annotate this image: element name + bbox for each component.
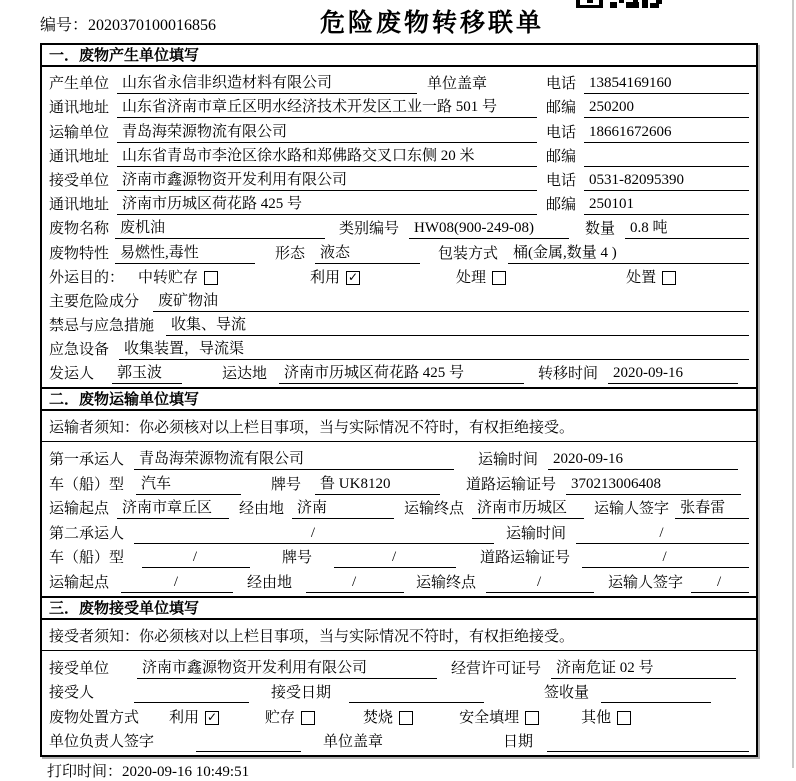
field-label: 发运人 (49, 366, 95, 383)
field-value: / (134, 525, 494, 544)
field-value: / (582, 549, 749, 568)
checkbox-checked: ✓ (348, 269, 359, 284)
transporter-notice: 运输者须知：你必须核对以上栏目事项，当与实际情况不符时，有权拒绝接受。 (42, 411, 756, 442)
field-value: / (306, 574, 404, 593)
checkbox-label: 处置 (626, 269, 657, 286)
field-label: 类别编号 (339, 221, 400, 238)
row-waste-character (49, 239, 749, 263)
field-value: 济南 (292, 496, 394, 519)
field-label: 单位盖章 (427, 76, 488, 93)
field-value: 13854169160 (584, 75, 749, 94)
field-value: 山东省济南市章丘区明水经济技术开发区工业一路 501 号 (117, 95, 537, 118)
field-label: 运输时间 (478, 452, 539, 469)
field-label: 电话 (545, 172, 576, 189)
field-value: 370213006408 (566, 476, 741, 495)
row-consignor (49, 360, 749, 384)
row-emergency-measures (49, 312, 749, 336)
field-label: 电话 (545, 76, 576, 93)
row-receiver-unit (49, 167, 749, 191)
row-route-1 (49, 495, 749, 520)
field-label: 经营许可证号 (451, 660, 542, 677)
section-receiver (42, 596, 756, 755)
field-label: 车（船）型 (49, 550, 125, 567)
field-value: 桶(金属,数量 4 ) (508, 241, 749, 264)
document-header (0, 0, 796, 43)
checkbox-label: 安全填埋 (459, 709, 520, 726)
field-label: 第一承运人 (49, 452, 125, 469)
field-value (349, 685, 484, 703)
page-title: 危险废物转移联单 (319, 10, 545, 37)
field-value: 郭玉波 (112, 361, 182, 384)
field-label: 运达地 (222, 366, 268, 383)
field-label: 转移时间 (538, 366, 599, 383)
field-value: 济南市历城区荷花路 425 号 (117, 192, 537, 215)
field-value (134, 685, 249, 703)
field-value: 液态 (315, 241, 420, 264)
section-transporter (42, 387, 756, 596)
field-value: HW08(900-249-08) (409, 220, 569, 239)
field-label: 运输终点 (404, 501, 465, 518)
row-route-2 (49, 568, 749, 593)
field-label: 数量 (585, 221, 616, 238)
field-label: 禁忌与应急措施 (49, 318, 155, 335)
manifest-form (40, 43, 758, 757)
field-value (584, 149, 749, 167)
field-value (601, 685, 711, 703)
field-label: 形态 (275, 245, 306, 262)
field-label: 车（船）型 (49, 476, 125, 493)
field-value: 青岛海荣源物流有限公司 (117, 120, 537, 143)
field-label: 通讯地址 (49, 148, 110, 165)
field-value: 山东省永信非织造材料有限公司 (117, 71, 417, 94)
field-label: 运输人签字 (594, 501, 670, 518)
field-label: 运输起点 (49, 501, 110, 518)
field-value: / (142, 549, 250, 568)
field-value: 250200 (584, 99, 749, 118)
print-time-value: 2020-09-16 10:49:51 (122, 764, 250, 781)
row-transfer-purpose (49, 264, 749, 288)
field-label: 运输单位 (49, 124, 110, 141)
serial-label: 编号： (40, 17, 89, 34)
checkbox-unchecked (525, 711, 539, 725)
receiver-notice: 接受者须知：你必须核对以上栏目事项，当与实际情况不符时，有权拒绝接受。 (42, 620, 756, 651)
checkbox-unchecked (399, 711, 413, 725)
field-value: 济南危证 02 号 (551, 656, 736, 679)
field-value: / (691, 574, 749, 593)
serial-number-line (40, 12, 216, 35)
field-label: 通讯地址 (49, 197, 110, 214)
field-value: 青岛海荣源物流有限公司 (134, 447, 454, 470)
field-label: 单位负责人签字 (49, 734, 155, 751)
field-label: 第二承运人 (49, 525, 125, 542)
field-label: 运输起点 (49, 575, 110, 591)
field-label: 废物名称 (49, 221, 110, 238)
field-label: 运输人签字 (608, 575, 684, 591)
field-value: / (486, 574, 594, 593)
print-time-line (47, 760, 796, 781)
section-transporter-header: 二．废物运输单位填写 (42, 389, 756, 411)
field-label: 邮编 (545, 100, 576, 117)
row-waste-name (49, 215, 749, 239)
field-label: 道路运输证号 (466, 476, 557, 493)
field-value: 废机油 (115, 216, 325, 239)
row-transport-address (49, 143, 749, 167)
section-producer-rows (42, 67, 756, 387)
row-vehicle-1 (49, 470, 749, 495)
row-responsible-signature (49, 728, 749, 753)
checkbox-label: 中转贮存 (138, 269, 199, 286)
field-value: 济南市鑫源物资开发利用有限公司 (117, 168, 537, 191)
field-label: 外运目的： (49, 269, 125, 286)
field-value: 张春雷 (675, 496, 749, 519)
page-right-edge (792, 0, 794, 768)
field-value: / (334, 549, 456, 568)
row-accept-person (49, 679, 749, 704)
row-producer-address (49, 94, 749, 118)
row-disposal-method (49, 703, 749, 728)
row-second-carrier (49, 519, 749, 544)
checkbox-label: 利用 (169, 709, 200, 726)
field-value: 鲁 UK8120 (315, 472, 440, 495)
field-label: 日期 (503, 734, 534, 751)
row-transport-unit (49, 118, 749, 142)
field-value: 0531-82095390 (584, 172, 749, 191)
section-receiver-header: 三．废物接受单位填写 (42, 598, 756, 620)
field-value: 0.8 吨 (625, 216, 749, 239)
checkbox-label: 利用 (310, 269, 341, 286)
section-producer-header: 一．废物产生单位填写 (42, 45, 756, 67)
row-receiver-address (49, 191, 749, 215)
field-label: 单位盖章 (323, 734, 384, 751)
field-label: 运输终点 (416, 575, 477, 591)
field-label: 牌号 (271, 476, 302, 493)
field-label: 废物处置方式 (49, 709, 140, 726)
row-accept-unit (49, 654, 749, 679)
field-label: 接受日期 (271, 685, 332, 702)
row-first-carrier (49, 445, 749, 470)
field-label: 签收量 (544, 685, 590, 702)
print-time-label: 打印时间： (47, 764, 123, 781)
field-value: 易燃性,毒性 (115, 241, 255, 264)
section-producer (42, 45, 756, 387)
field-label: 运输时间 (506, 525, 567, 542)
checkbox-unchecked (492, 271, 506, 285)
row-producer-unit (49, 70, 749, 94)
field-value (547, 734, 749, 752)
field-value: 收集装置，导流渠 (119, 337, 749, 360)
checkbox-unchecked (301, 711, 315, 725)
field-value: 收集、导流 (166, 313, 749, 336)
field-label: 产生单位 (49, 76, 110, 93)
field-value: 济南市鑫源物资开发利用有限公司 (137, 656, 437, 679)
section-transporter-rows (42, 442, 756, 596)
field-value: 山东省青岛市李沧区徐水路和郑佛路交叉口东侧 20 米 (117, 144, 537, 167)
checkbox-label: 处理 (456, 269, 487, 286)
field-label: 应急设备 (49, 342, 110, 359)
field-label: 废物特性 (49, 245, 110, 262)
checkbox-label: 其他 (581, 709, 612, 726)
checkbox-unchecked (662, 271, 676, 285)
field-label: 包装方式 (438, 245, 499, 262)
field-label: 经由地 (247, 575, 293, 591)
field-value: 250101 (584, 196, 749, 215)
field-label: 牌号 (282, 550, 313, 567)
field-label: 接受单位 (49, 172, 110, 189)
field-value: / (121, 574, 233, 593)
field-label: 主要危险成分 (49, 293, 140, 310)
serial-number: 2020370100016856 (88, 17, 217, 34)
field-value: 18661672606 (584, 124, 749, 143)
checkbox-label: 贮存 (265, 709, 296, 726)
field-value: / (576, 525, 749, 544)
checkbox-checked: ✓ (207, 709, 218, 724)
field-value: 济南市历城区荷花路 425 号 (279, 361, 524, 384)
checkbox-label: 焚烧 (363, 709, 394, 726)
field-label: 道路运输证号 (480, 550, 571, 567)
field-value (196, 734, 301, 752)
field-label: 电话 (545, 124, 576, 141)
field-label: 接受单位 (49, 660, 110, 677)
checkbox-unchecked (617, 711, 631, 725)
checkbox-unchecked (204, 271, 218, 285)
row-emergency-equipment (49, 336, 749, 360)
field-label: 通讯地址 (49, 100, 110, 117)
row-main-hazard (49, 288, 749, 312)
field-value: 2020-09-16 (548, 451, 738, 470)
field-value: 济南市章丘区 (117, 496, 229, 519)
field-value: 汽车 (136, 472, 241, 495)
field-label: 邮编 (545, 197, 576, 214)
qr-code-fragment (576, 0, 664, 9)
field-value: 济南市历城区 (472, 496, 584, 519)
field-label: 接受人 (49, 685, 95, 702)
field-label: 邮编 (545, 148, 576, 165)
section-receiver-rows (42, 651, 756, 755)
field-value: 废矿物油 (153, 289, 749, 312)
field-value: 2020-09-16 (608, 365, 738, 384)
field-label: 经由地 (239, 501, 285, 518)
row-vehicle-2 (49, 544, 749, 569)
